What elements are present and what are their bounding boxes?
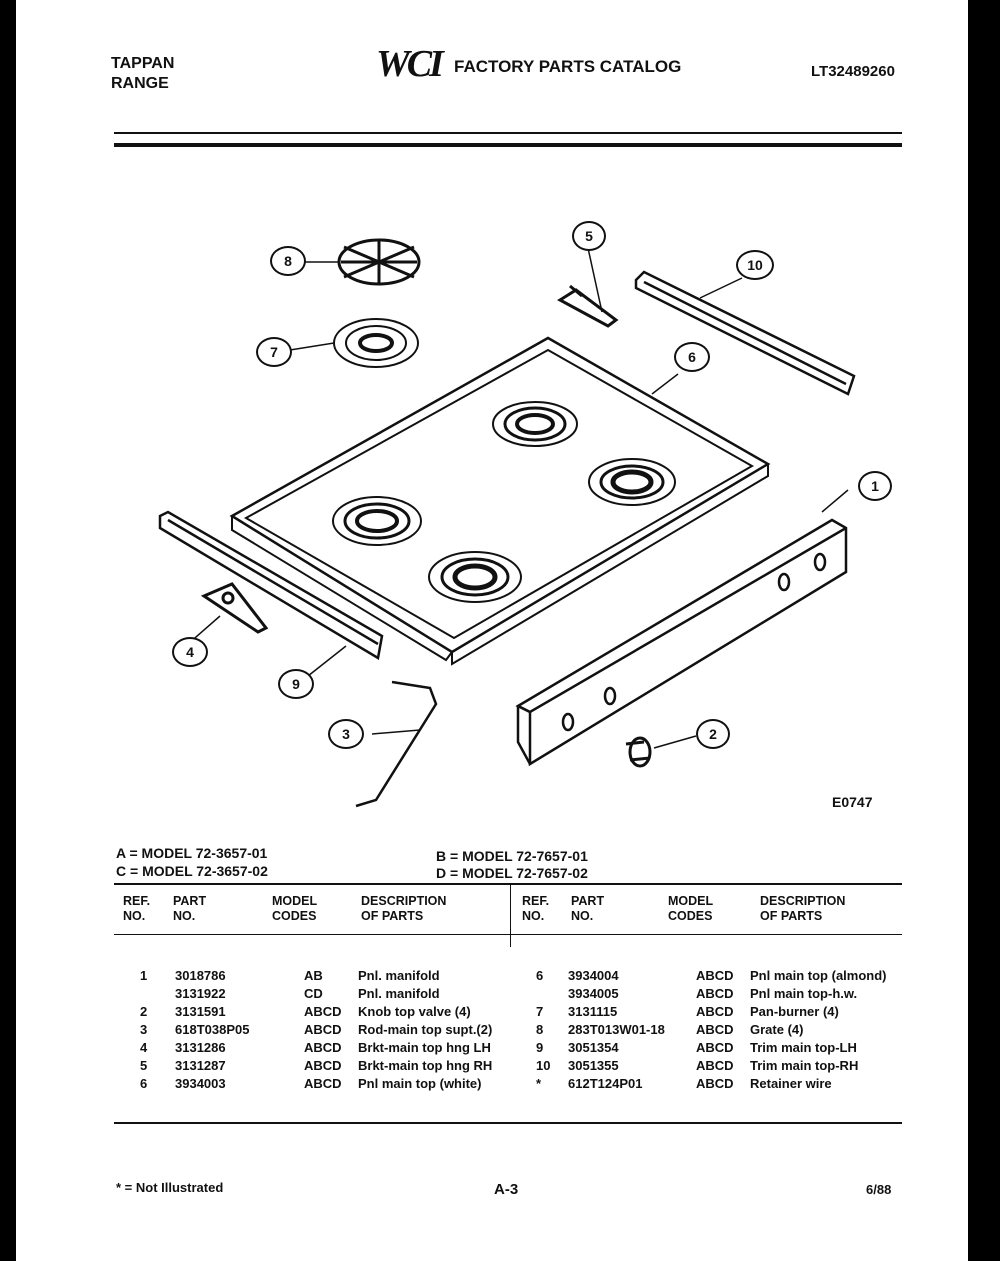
table-header: [16, 894, 968, 934]
parts-list-right: [510, 968, 968, 1108]
model-codes: ABCD: [696, 1040, 734, 1055]
brand-line-1: TAPPAN: [111, 55, 175, 72]
issue-date: 6/88: [866, 1182, 892, 1197]
catalog-code: LT32489260: [811, 63, 895, 80]
ref-no: 6: [140, 1076, 148, 1091]
ref-no: *: [536, 1076, 542, 1091]
callout-6: 6: [674, 342, 710, 372]
brand-line-2: RANGE: [111, 75, 169, 92]
ref-no: 6: [536, 968, 544, 983]
model-codes: ABCD: [304, 1022, 342, 1037]
header-desc-right: DESCRIPTION OF PARTS: [760, 894, 846, 923]
part-no: 3018786: [175, 968, 226, 983]
table-row: [510, 1058, 968, 1076]
ref-no: 5: [140, 1058, 148, 1073]
model-codes: AB: [304, 968, 323, 983]
part-description: Grate (4): [750, 1022, 804, 1037]
callout-layer: [16, 0, 968, 840]
callout-4: 4: [172, 637, 208, 667]
catalog-page: [16, 0, 968, 1261]
callout-8: 8: [270, 246, 306, 276]
ref-no: 8: [536, 1022, 544, 1037]
part-no: 3131922: [175, 986, 226, 1001]
table-row: [510, 1076, 968, 1094]
part-no: 3051354: [568, 1040, 619, 1055]
model-a: A = MODEL 72-3657-01: [116, 845, 268, 861]
part-no: 612T124P01: [568, 1076, 643, 1091]
model-codes: ABCD: [696, 986, 734, 1001]
parts-list-left: [16, 968, 510, 1108]
part-description: Pnl. manifold: [358, 968, 440, 983]
ref-no: 9: [536, 1040, 544, 1055]
table-row: [510, 1004, 968, 1022]
table-row: [510, 968, 968, 986]
part-description: Pnl. manifold: [358, 986, 440, 1001]
part-description: Retainer wire: [750, 1076, 832, 1091]
callout-1: 1: [858, 471, 892, 501]
ref-no: 1: [140, 968, 148, 983]
part-description: Trim main top-RH: [750, 1058, 859, 1073]
part-no: 3051355: [568, 1058, 619, 1073]
model-codes: ABCD: [696, 968, 734, 983]
table-row: [16, 1076, 510, 1094]
model-codes: CD: [304, 986, 323, 1001]
table-top-rule: [114, 883, 902, 885]
header-model: MODEL CODES: [272, 894, 318, 923]
table-row: [16, 968, 510, 986]
wci-logo: WCI: [376, 43, 441, 85]
model-codes: ABCD: [696, 1058, 734, 1073]
callout-2: 2: [696, 719, 730, 749]
table-header-rule: [114, 934, 902, 935]
model-c: C = MODEL 72-3657-02: [116, 863, 268, 879]
footnote: * = Not Illustrated: [116, 1180, 224, 1195]
header-model-right: MODEL CODES: [668, 894, 714, 923]
model-codes: ABCD: [696, 1022, 734, 1037]
callout-5: 5: [572, 221, 606, 251]
header-ref-right: REF. NO.: [522, 894, 550, 923]
part-description: Pan-burner (4): [750, 1004, 839, 1019]
part-description: Trim main top-LH: [750, 1040, 857, 1055]
ref-no: 2: [140, 1004, 148, 1019]
table-row: [16, 1040, 510, 1058]
part-no: 3131286: [175, 1040, 226, 1055]
part-description: Brkt-main top hng LH: [358, 1040, 491, 1055]
model-b: B = MODEL 72-7657-01: [436, 848, 588, 864]
model-codes: ABCD: [304, 1040, 342, 1055]
ref-no: 10: [536, 1058, 551, 1073]
part-no: 618T038P05: [175, 1022, 250, 1037]
callout-10: 10: [736, 250, 774, 280]
model-codes: ABCD: [304, 1004, 342, 1019]
table-row: [16, 1022, 510, 1040]
table-row: [510, 1040, 968, 1058]
part-no: 3131591: [175, 1004, 226, 1019]
callout-3: 3: [328, 719, 364, 749]
part-no: 3934004: [568, 968, 619, 983]
part-no: 3131287: [175, 1058, 226, 1073]
header-desc: DESCRIPTION OF PARTS: [361, 894, 447, 923]
page-number: A-3: [494, 1181, 519, 1198]
table-row: [16, 986, 510, 1004]
part-no: 3934003: [175, 1076, 226, 1091]
table-row: [510, 1022, 968, 1040]
table-row: [510, 986, 968, 1004]
table-row: [16, 1004, 510, 1022]
ref-no: 7: [536, 1004, 544, 1019]
part-description: Pnl main top-h.w.: [750, 986, 858, 1001]
table-bottom-rule: [114, 1122, 902, 1124]
header-part: PART NO.: [173, 894, 207, 923]
part-description: Pnl main top (almond): [750, 968, 887, 983]
header-part-right: PART NO.: [571, 894, 605, 923]
drawing-id: E0747: [832, 794, 873, 810]
ref-no: 3: [140, 1022, 148, 1037]
model-codes: ABCD: [696, 1076, 734, 1091]
part-description: Pnl main top (white): [358, 1076, 482, 1091]
model-codes: ABCD: [304, 1076, 342, 1091]
part-description: Knob top valve (4): [358, 1004, 471, 1019]
callout-7: 7: [256, 337, 292, 367]
part-description: Brkt-main top hng RH: [358, 1058, 493, 1073]
catalog-title: FACTORY PARTS CATALOG: [454, 57, 682, 76]
part-description: Rod-main top supt.(2): [358, 1022, 493, 1037]
model-d: D = MODEL 72-7657-02: [436, 865, 588, 881]
ref-no: 4: [140, 1040, 148, 1055]
model-codes: ABCD: [304, 1058, 342, 1073]
table-row: [16, 1058, 510, 1076]
part-no: 283T013W01-18: [568, 1022, 665, 1037]
part-no: 3934005: [568, 986, 619, 1001]
part-no: 3131115: [568, 1004, 618, 1019]
header-ref: REF. NO.: [123, 894, 151, 923]
callout-9: 9: [278, 669, 314, 699]
model-codes: ABCD: [696, 1004, 734, 1019]
